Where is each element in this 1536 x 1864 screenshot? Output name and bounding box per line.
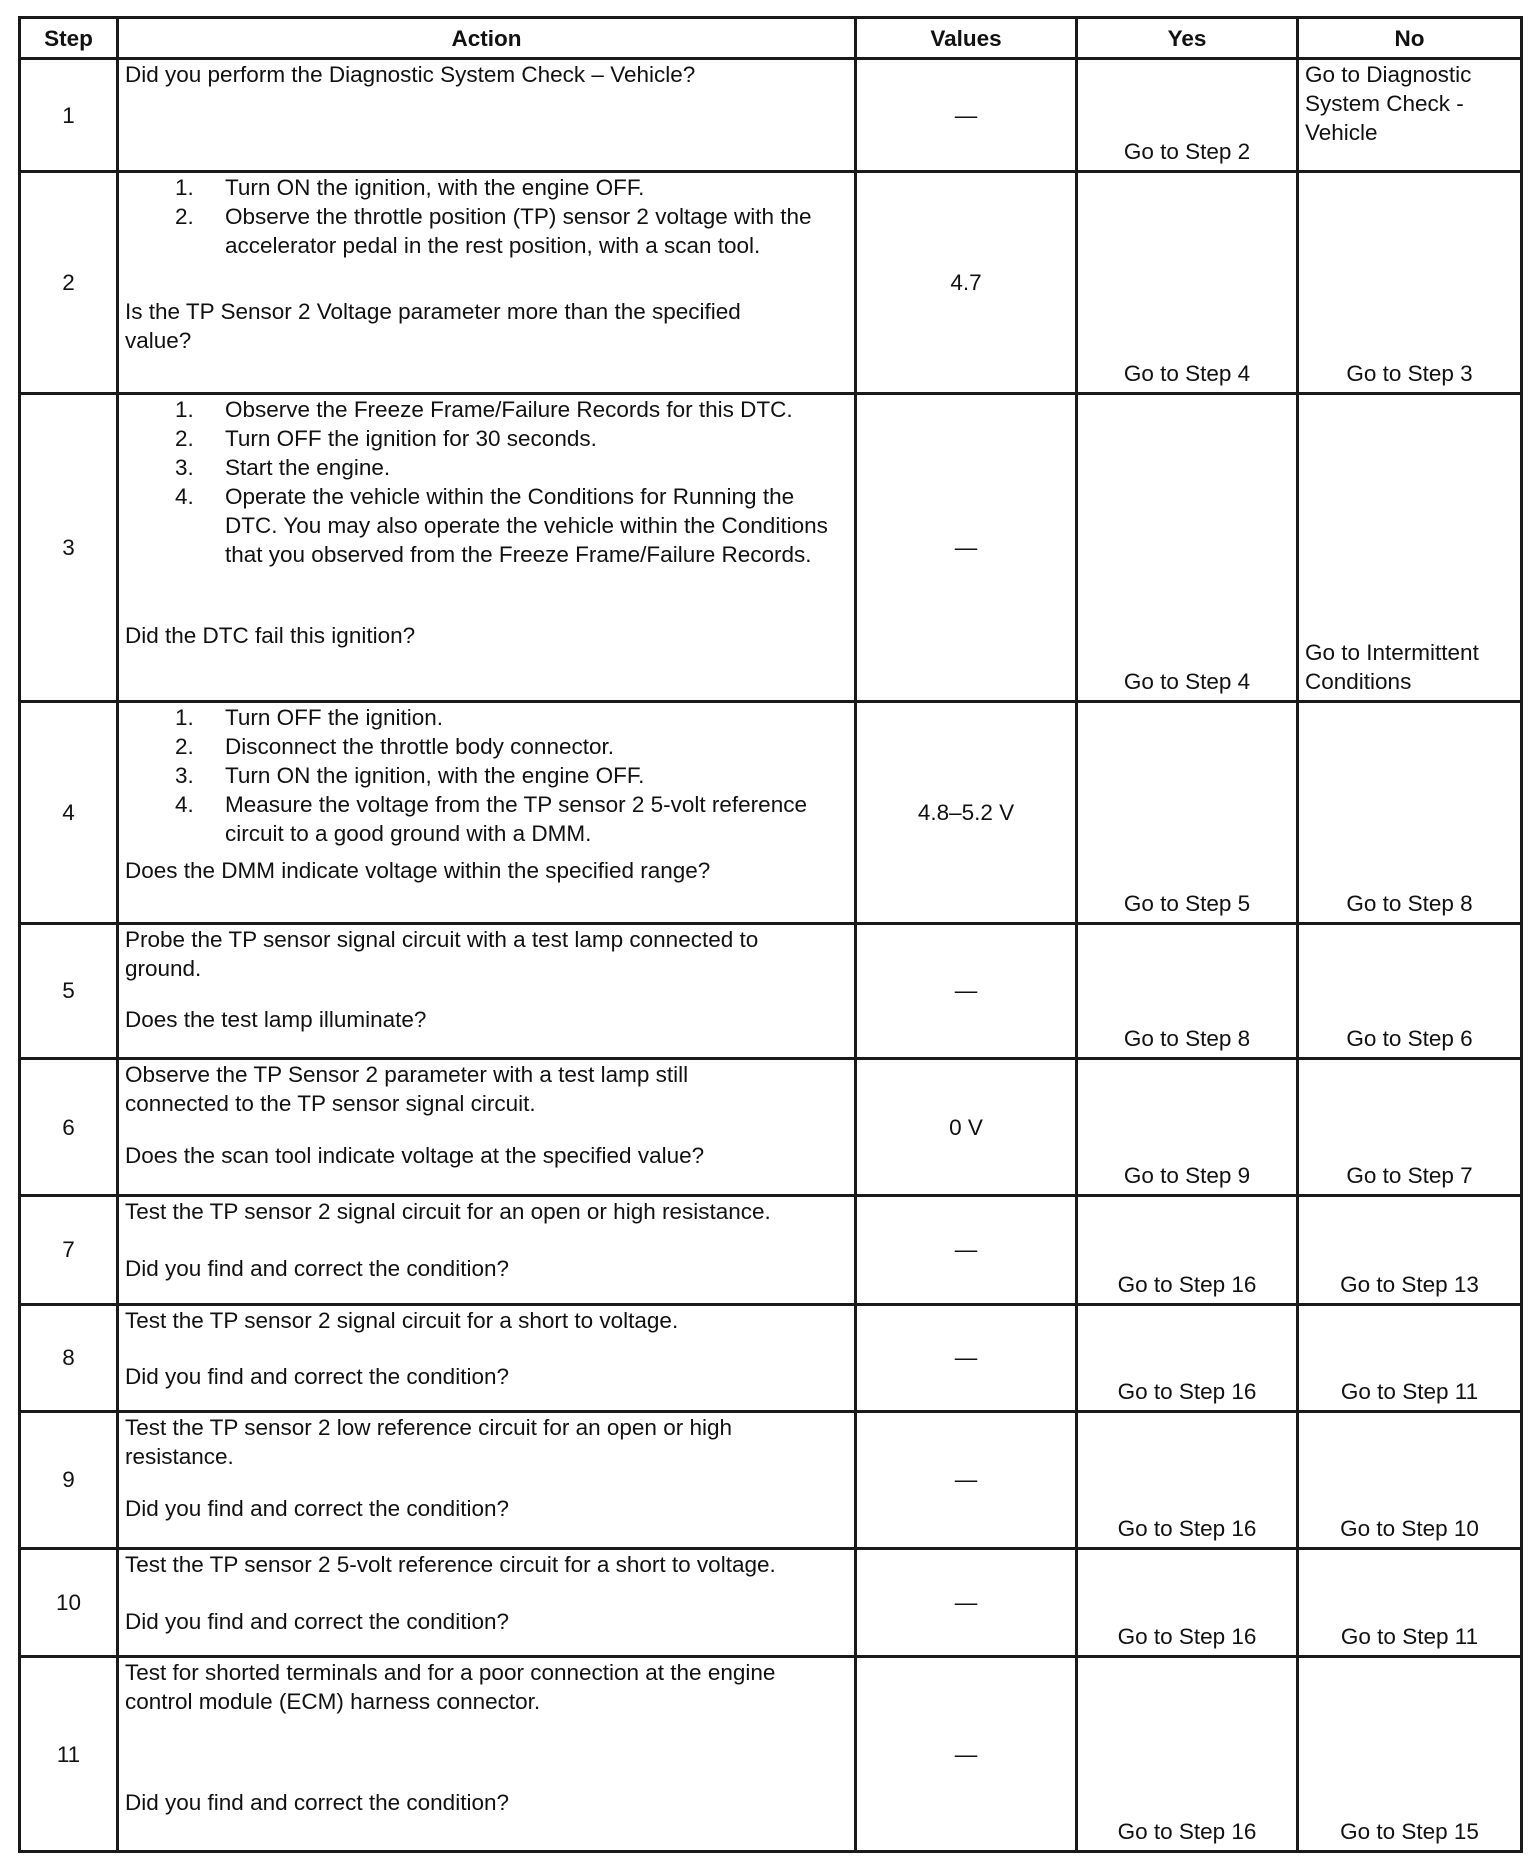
action-cell — [118, 172, 856, 394]
list-item-text: Operate the vehicle within the Conditions for Running the DTC. You may also operate the vehicle within the Conditions that you observed from the Freeze Frame/Failure Records. — [225, 484, 828, 567]
no-outcome: Go to Step 3 — [1298, 172, 1522, 394]
action-cell — [118, 1196, 856, 1305]
value-cell: — — [856, 1657, 1077, 1852]
no-outcome: Go to Step 15 — [1298, 1657, 1522, 1852]
step-number: 8 — [20, 1304, 118, 1411]
yes-outcome: Go to Step 16 — [1077, 1196, 1298, 1305]
no-outcome: Go to Step 13 — [1298, 1196, 1522, 1305]
step-number: 3 — [20, 394, 118, 702]
list-item — [125, 790, 850, 848]
header-values: Values — [856, 18, 1077, 59]
table-row — [20, 1411, 1522, 1548]
table-body — [20, 59, 1522, 1852]
header-no: No — [1298, 18, 1522, 59]
yes-outcome: Go to Step 4 — [1077, 172, 1298, 394]
diagnostic-table — [18, 16, 1523, 1853]
value-cell: — — [856, 394, 1077, 702]
list-item — [125, 395, 850, 424]
step-number: 1 — [20, 59, 118, 172]
no-outcome: Go to Step 8 — [1298, 701, 1522, 923]
step-number: 11 — [20, 1657, 118, 1852]
no-outcome: Go to Intermittent Conditions — [1298, 394, 1522, 702]
table-row — [20, 1304, 1522, 1411]
action-question: Does the test lamp illuminate? — [125, 1006, 427, 1032]
yes-outcome: Go to Step 4 — [1077, 394, 1298, 702]
action-steps-list — [125, 173, 850, 260]
list-item-number: 2. — [175, 426, 194, 451]
header-step: Step — [20, 18, 118, 59]
table-row — [20, 394, 1522, 702]
action-question: Did you find and correct the condition? — [125, 1256, 509, 1282]
action-question: Does the scan tool indicate voltage at the specified value? — [125, 1143, 705, 1169]
list-item-text: Turn ON the ignition, with the engine OFF. — [225, 175, 645, 201]
list-item — [125, 732, 850, 761]
value-cell: — — [856, 1304, 1077, 1411]
action-steps-list — [125, 703, 850, 848]
no-outcome: Go to Step 6 — [1298, 923, 1522, 1059]
list-item-number: 1. — [175, 397, 194, 422]
value-cell: 4.8–5.2 V — [856, 701, 1077, 923]
header-yes: Yes — [1077, 18, 1298, 59]
action-cell — [118, 1548, 856, 1657]
step-number: 4 — [20, 701, 118, 923]
yes-outcome: Go to Step 5 — [1077, 701, 1298, 923]
action-cell — [118, 1411, 856, 1548]
list-item — [125, 424, 850, 453]
list-item-text: Observe the throttle position (TP) sensor 2 voltage with the accelerator pedal in the rest position, with a scan tool. — [225, 204, 812, 259]
list-item-text: Turn OFF the ignition for 30 seconds. — [225, 426, 597, 451]
yes-outcome: Go to Step 8 — [1077, 923, 1298, 1059]
value-cell: — — [856, 1411, 1077, 1548]
step-number: 10 — [20, 1548, 118, 1657]
no-outcome: Go to Step 7 — [1298, 1059, 1522, 1196]
action-cell — [118, 59, 856, 172]
step-number: 7 — [20, 1196, 118, 1305]
list-item-number: 4. — [175, 484, 194, 509]
action-text: Test for shorted terminals and for a poor connection at the engine control module (ECM) harness connector. — [125, 1660, 776, 1715]
list-item-number: 3. — [175, 455, 194, 480]
action-cell — [118, 1657, 856, 1852]
yes-outcome: Go to Step 16 — [1077, 1657, 1298, 1852]
action-question: Did you find and correct the condition? — [125, 1608, 509, 1634]
list-item-text: Observe the Freeze Frame/Failure Records for this DTC. — [225, 397, 793, 422]
list-item — [125, 761, 850, 790]
table-row — [20, 1657, 1522, 1852]
no-outcome: Go to Step 11 — [1298, 1548, 1522, 1657]
action-cell — [118, 701, 856, 923]
no-outcome: Go to Step 11 — [1298, 1304, 1522, 1411]
action-cell — [118, 1304, 856, 1411]
table-row — [20, 701, 1522, 923]
yes-outcome: Go to Step 16 — [1077, 1411, 1298, 1548]
action-text: Test the TP sensor 2 low reference circuit for an open or high resistance. — [125, 1414, 732, 1469]
list-item-number: 2. — [175, 204, 194, 230]
table-row — [20, 1196, 1522, 1305]
list-item-text: Measure the voltage from the TP sensor 2 5-volt reference circuit to a good ground with a DMM. — [225, 791, 807, 846]
list-item-text: Turn OFF the ignition. — [225, 704, 444, 730]
header-action: Action — [118, 18, 856, 59]
table-row — [20, 172, 1522, 394]
action-cell — [118, 1059, 856, 1196]
value-cell: — — [856, 923, 1077, 1059]
list-item-text: Turn ON the ignition, with the engine OFF. — [225, 762, 645, 788]
list-item-number: 1. — [175, 175, 194, 201]
step-number: 6 — [20, 1059, 118, 1196]
action-text: Test the TP sensor 2 signal circuit for a short to voltage. — [125, 1307, 679, 1333]
value-cell: 0 V — [856, 1059, 1077, 1196]
action-text: Did you perform the Diagnostic System Check – Vehicle? — [125, 62, 696, 87]
list-item — [125, 482, 850, 569]
list-item-number: 1. — [175, 704, 194, 730]
list-item-number: 2. — [175, 733, 194, 759]
yes-outcome: Go to Step 9 — [1077, 1059, 1298, 1196]
list-item — [125, 703, 850, 732]
value-cell: — — [856, 59, 1077, 172]
no-outcome: Go to Step 10 — [1298, 1411, 1522, 1548]
table-row — [20, 923, 1522, 1059]
action-question: Did you find and correct the condition? — [125, 1363, 509, 1389]
value-cell: — — [856, 1548, 1077, 1657]
action-text: Test the TP sensor 2 5-volt reference circuit for a short to voltage. — [125, 1551, 776, 1577]
action-cell — [118, 394, 856, 702]
list-item-number: 4. — [175, 791, 194, 817]
action-question: Did the DTC fail this ignition? — [125, 623, 416, 648]
table-row — [20, 1548, 1522, 1657]
value-cell: — — [856, 1196, 1077, 1305]
action-question: Did you find and correct the condition? — [125, 1790, 509, 1816]
action-text: Test the TP sensor 2 signal circuit for an open or high resistance. — [125, 1199, 771, 1225]
list-item-text: Disconnect the throttle body connector. — [225, 733, 614, 759]
list-item — [125, 173, 850, 202]
action-question: Does the DMM indicate voltage within the specified range? — [125, 857, 711, 883]
action-question: Is the TP Sensor 2 Voltage parameter more than the specified value? — [125, 299, 741, 354]
action-question: Did you find and correct the condition? — [125, 1495, 509, 1521]
value-cell: 4.7 — [856, 172, 1077, 394]
table-row — [20, 59, 1522, 172]
yes-outcome: Go to Step 2 — [1077, 59, 1298, 172]
list-item-number: 3. — [175, 762, 194, 788]
no-outcome: Go to Diagnostic System Check - Vehicle — [1298, 59, 1522, 172]
yes-outcome: Go to Step 16 — [1077, 1548, 1298, 1657]
header-row — [20, 18, 1522, 59]
step-number: 9 — [20, 1411, 118, 1548]
step-number: 2 — [20, 172, 118, 394]
action-cell — [118, 923, 856, 1059]
list-item — [125, 202, 850, 260]
table-row — [20, 1059, 1522, 1196]
step-number: 5 — [20, 923, 118, 1059]
action-text: Probe the TP sensor signal circuit with a test lamp connected to ground. — [125, 926, 759, 981]
action-text: Observe the TP Sensor 2 parameter with a test lamp still connected to the TP sensor signal circuit. — [125, 1062, 689, 1117]
action-steps-list — [125, 395, 850, 569]
list-item — [125, 453, 850, 482]
yes-outcome: Go to Step 16 — [1077, 1304, 1298, 1411]
list-item-text: Start the engine. — [225, 455, 391, 480]
